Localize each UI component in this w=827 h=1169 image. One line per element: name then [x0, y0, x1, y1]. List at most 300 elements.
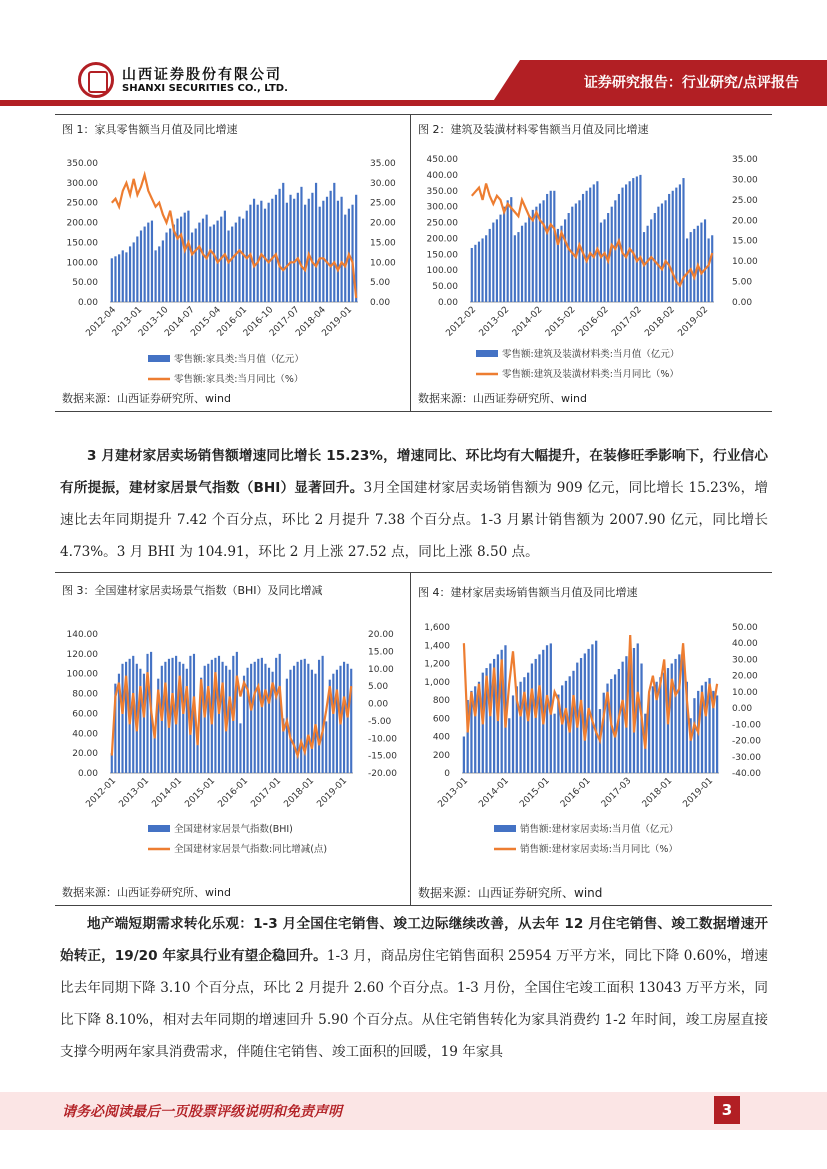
left-axis-tick: 1,200: [424, 659, 450, 670]
right-axis-tick: 30.00: [732, 175, 758, 186]
bar: [195, 229, 197, 302]
left-axis-tick: 150.00: [66, 238, 98, 249]
bar: [275, 658, 277, 773]
bar: [322, 201, 324, 302]
left-axis-tick: 60.00: [72, 709, 98, 720]
right-axis-tick: 30.00: [370, 178, 396, 189]
bar: [300, 187, 302, 302]
bar: [125, 252, 127, 302]
right-axis-tick: 0.00: [732, 298, 753, 308]
bar: [275, 195, 277, 302]
figure-1-source: 数据来源：山西证券研究所、wind: [62, 392, 232, 405]
bar: [674, 659, 676, 773]
legend-line-label: 零售额:建筑及装潢材料类:当月同比（%）: [502, 369, 679, 380]
left-axis-tick: 400.00: [426, 170, 458, 181]
x-tick-label: 2019-01: [315, 776, 350, 810]
bar: [187, 211, 189, 302]
bar: [213, 225, 215, 302]
bar: [618, 194, 620, 302]
right-axis-tick: -20.00: [732, 736, 762, 747]
bar: [485, 235, 487, 302]
bar: [322, 656, 324, 773]
page-number: 3: [714, 1096, 740, 1124]
bar: [351, 205, 353, 302]
left-axis-tick: 100.00: [426, 266, 458, 277]
bar: [238, 217, 240, 302]
bar: [242, 219, 244, 302]
bar: [227, 231, 229, 302]
right-axis-tick: 10.00: [368, 664, 394, 675]
bar: [664, 200, 666, 302]
bar: [693, 229, 695, 302]
bar: [118, 254, 120, 302]
right-axis-tick: 5.00: [370, 278, 391, 289]
bar: [542, 200, 544, 302]
bar: [184, 213, 186, 302]
bar: [657, 207, 659, 302]
bar: [253, 199, 255, 302]
x-tick-label: 2014-07: [163, 305, 197, 339]
bar: [519, 682, 521, 773]
bar: [550, 191, 552, 302]
left-axis-tick: 0.00: [77, 769, 98, 779]
left-axis-tick: 450.00: [426, 155, 458, 165]
bar: [218, 656, 220, 773]
bar: [147, 223, 149, 302]
bar: [340, 197, 342, 302]
bar: [508, 718, 510, 773]
x-tick-label: 2016-02: [577, 305, 611, 339]
bar: [176, 219, 178, 302]
x-tick-label: 2018-02: [643, 305, 677, 339]
right-axis-tick: 25.00: [732, 195, 758, 206]
bar: [639, 175, 641, 302]
bar: [257, 659, 259, 773]
bar: [531, 664, 533, 774]
figure-4-chart: [414, 615, 769, 870]
bar: [525, 223, 527, 302]
x-tick-label: 2013-10: [136, 305, 171, 339]
bar: [561, 685, 563, 773]
bar: [471, 248, 473, 302]
bar: [326, 197, 328, 302]
bar: [171, 658, 173, 773]
bar: [510, 197, 512, 302]
bar: [158, 246, 160, 302]
bar: [297, 193, 299, 302]
bar: [289, 670, 291, 773]
paragraph-real-estate-lead: 地产端短期需求转化乐观：1-3 月全国住宅销售、竣工边际继续改善，从去年 12 月住宅销售、竣工数据增速开始转正，19/20 年家具行业有望企稳回升。: [60, 916, 768, 964]
left-axis-tick: 300.00: [66, 178, 98, 189]
bar: [311, 670, 313, 773]
company-name-cn: 山西证券股份有限公司: [122, 67, 282, 83]
bar: [151, 221, 153, 302]
bar: [289, 195, 291, 302]
bar: [564, 219, 566, 302]
bar: [315, 183, 317, 302]
x-tick-label: 2012-04: [84, 305, 119, 339]
bar: [286, 203, 288, 302]
paragraph-bhi-lead: 3 月建材家居卖场销售额增速同比增长 15.23%，增速同比、环比均有大幅提升，在装修旺季影响下，行业信心有所提振，建材家居景气指数（BHI）显著回升。: [60, 448, 768, 496]
bar: [595, 641, 597, 773]
right-axis-tick: 35.00: [370, 159, 396, 169]
bar: [333, 183, 335, 302]
left-axis-tick: 40.00: [72, 729, 98, 740]
bar: [632, 178, 634, 302]
bar: [186, 669, 188, 773]
figure-3-title: 图 3：全国建材家居卖场景气指数（BHI）及同比增减: [62, 584, 323, 597]
right-axis-tick: 20.00: [370, 218, 396, 229]
bar: [478, 242, 480, 302]
bar: [591, 644, 593, 773]
bar: [139, 669, 141, 773]
left-axis-tick: 50.00: [432, 282, 458, 293]
bar: [589, 188, 591, 302]
bar: [264, 664, 266, 773]
bar: [330, 191, 332, 302]
bar: [191, 233, 193, 303]
left-axis-tick: 1,600: [424, 623, 450, 633]
bar: [672, 191, 674, 302]
right-axis-tick: -10.00: [732, 720, 762, 731]
x-tick-label: 2014-02: [510, 305, 545, 339]
bar: [143, 674, 145, 773]
bar: [121, 664, 123, 773]
bar: [629, 181, 631, 302]
panel-divider: [410, 572, 411, 905]
left-axis-tick: 1,000: [424, 677, 450, 688]
left-axis-tick: 20.00: [72, 749, 98, 760]
right-axis-tick: 15.00: [368, 647, 394, 658]
bar: [198, 223, 200, 302]
left-axis-tick: 600: [432, 714, 450, 725]
left-axis-tick: 200.00: [66, 218, 98, 229]
figure-3-source: 数据来源：山西证券研究所、wind: [62, 886, 232, 899]
bar: [521, 226, 523, 302]
bar: [652, 686, 654, 773]
bar: [716, 695, 718, 773]
bar: [661, 203, 663, 302]
left-axis-tick: 120.00: [66, 649, 98, 660]
bar: [282, 183, 284, 302]
bar: [517, 232, 519, 302]
left-axis-tick: 0.00: [77, 298, 98, 308]
right-axis-tick: 5.00: [368, 682, 389, 693]
right-axis-tick: -40.00: [732, 769, 762, 779]
bar: [705, 682, 707, 773]
bar: [136, 236, 138, 302]
bar: [162, 240, 164, 302]
bar: [293, 666, 295, 773]
company-logo-icon: [78, 62, 114, 98]
left-axis-tick: 100.00: [66, 669, 98, 680]
bar: [221, 662, 223, 773]
figure-4-source: 数据来源：山西证券研究所、wind: [418, 886, 603, 900]
bar: [257, 205, 259, 302]
right-axis-tick: 15.00: [732, 236, 758, 247]
right-axis-tick: -10.00: [368, 734, 398, 745]
right-axis-tick: 5.00: [732, 277, 753, 288]
figure-2-chart: [414, 145, 769, 385]
x-tick-label: 2016-01: [216, 776, 251, 810]
legend-bar-swatch: [148, 825, 170, 832]
bar: [535, 207, 537, 302]
bar: [337, 201, 339, 302]
bar: [261, 658, 263, 773]
bar: [650, 219, 652, 302]
bar: [527, 673, 529, 773]
bar: [489, 664, 491, 774]
bar: [304, 659, 306, 773]
x-tick-label: 2013-01: [110, 305, 145, 339]
legend-bar-swatch: [476, 350, 498, 357]
bar: [343, 662, 345, 773]
bar: [209, 227, 211, 302]
right-axis-tick: 20.00: [368, 630, 394, 640]
bar: [264, 209, 266, 302]
bar: [546, 194, 548, 302]
legend-bar-label: 全国建材家居景气指数(BHI): [174, 824, 293, 835]
x-tick-label: 2018-01: [282, 776, 317, 810]
bar: [503, 207, 505, 302]
bar: [165, 233, 167, 303]
right-axis-tick: -30.00: [732, 752, 762, 763]
right-axis-tick: 10.00: [732, 257, 758, 268]
left-axis-tick: 350.00: [66, 159, 98, 169]
bar: [319, 207, 321, 302]
bar: [507, 200, 509, 302]
bar: [122, 250, 124, 302]
x-tick-label: 2019-01: [681, 776, 716, 810]
x-tick-label: 2017-03: [599, 776, 634, 810]
bar: [202, 219, 204, 302]
bar: [700, 223, 702, 302]
x-tick-label: 2017-02: [610, 305, 644, 339]
right-axis-tick: 0.00: [370, 298, 391, 308]
bar: [140, 231, 142, 302]
bar: [704, 219, 706, 302]
bar: [708, 238, 710, 302]
figure-4-title: 图 4：建材家居卖场销售额当月值及同比增速: [418, 586, 638, 599]
bar: [584, 653, 586, 773]
bar: [523, 677, 525, 773]
bar: [111, 258, 113, 302]
bar: [693, 698, 695, 773]
bar: [204, 666, 206, 773]
left-axis-tick: 300.00: [426, 202, 458, 213]
left-axis-tick: 80.00: [72, 689, 98, 700]
x-tick-label: 2016-10: [241, 305, 276, 339]
left-axis-tick: 400: [432, 732, 450, 743]
bar: [711, 235, 713, 302]
bar: [492, 223, 494, 302]
bar: [332, 674, 334, 773]
bar: [474, 686, 476, 773]
panel-divider: [410, 114, 411, 411]
bar: [614, 674, 616, 773]
header-divider: [0, 100, 827, 106]
left-axis-tick: 350.00: [426, 186, 458, 197]
bar: [129, 246, 131, 302]
bar: [600, 223, 602, 302]
legend-line-label: 销售额:建材家居卖场:当月同比（%）: [520, 844, 678, 855]
legend-bar-swatch: [494, 825, 516, 832]
legend-bar-label: 零售额:建筑及装潢材料类:当月值（亿元）: [502, 349, 680, 360]
x-tick-label: 2015-01: [518, 776, 552, 810]
bar: [247, 668, 249, 773]
legend-line-label: 全国建材家居景气指数:同比增减(点): [174, 844, 328, 855]
bar: [146, 654, 148, 773]
bar: [344, 215, 346, 302]
bar: [528, 216, 530, 302]
bar: [586, 191, 588, 302]
bar: [268, 668, 270, 773]
right-axis-tick: 20.00: [732, 671, 758, 682]
bar: [621, 662, 623, 773]
right-axis-tick: 0.00: [368, 699, 389, 710]
bar: [180, 217, 182, 302]
right-axis-tick: 50.00: [732, 623, 758, 633]
bar: [565, 681, 567, 773]
bar: [154, 733, 156, 773]
bar: [182, 664, 184, 773]
bar: [593, 184, 595, 302]
left-axis-tick: 200.00: [426, 234, 458, 245]
bar: [260, 201, 262, 302]
bar: [603, 219, 605, 302]
x-tick-label: 2016-01: [558, 776, 593, 810]
bar: [474, 245, 476, 302]
bar: [682, 178, 684, 302]
x-tick-label: 2018-04: [294, 305, 328, 339]
bar: [553, 714, 555, 773]
bar: [231, 227, 233, 302]
bar: [625, 184, 627, 302]
disclaimer-link[interactable]: 请务必阅读最后一页股票评级说明和免责声明: [62, 1104, 342, 1120]
x-tick-label: 2012-01: [84, 776, 119, 810]
bar: [250, 664, 252, 773]
left-axis-tick: 0.00: [437, 298, 458, 308]
bar: [654, 213, 656, 302]
x-tick-label: 2018-01: [640, 776, 675, 810]
bar: [514, 235, 516, 302]
bar: [347, 664, 349, 773]
bar: [133, 242, 135, 302]
bar: [114, 256, 116, 302]
bar: [463, 737, 465, 774]
bar: [636, 176, 638, 302]
bar: [668, 194, 670, 302]
bar: [144, 227, 146, 302]
bar: [278, 189, 280, 302]
legend-bar-label: 零售额:家具类:当月值（亿元）: [174, 354, 304, 365]
legend-line-label: 零售额:家具类:当月同比（%）: [174, 374, 304, 385]
left-axis-tick: 100.00: [66, 258, 98, 269]
bar: [350, 669, 352, 773]
right-axis-tick: 25.00: [370, 198, 396, 209]
bar: [132, 656, 134, 773]
bar: [532, 210, 534, 302]
x-tick-label: 2013-02: [477, 305, 512, 339]
left-axis-tick: 800: [432, 696, 450, 706]
right-axis-tick: 10.00: [370, 258, 396, 269]
left-axis-tick: 0: [444, 769, 450, 779]
right-axis-tick: 40.00: [732, 639, 758, 650]
bar: [686, 238, 688, 302]
bar: [268, 203, 270, 302]
right-axis-tick: 20.00: [732, 216, 758, 227]
bar: [481, 238, 483, 302]
bar: [254, 662, 256, 773]
bar: [239, 723, 241, 773]
paragraph-bhi-body: 3月全国建材家居卖场销售额为 909 亿元，同比增长 15.23%，增速比去年同期提升 7.42 个百分点，环比 2 月提升 7.38 个百分点。1-3 月累计销售额为 2007.90 亿元，同比增长 4.73%。3 月 BHI 为 104.91，环比 2 月上涨 27.52 点，同比上涨 8.50 点。: [60, 480, 768, 560]
right-axis-tick: -5.00: [368, 716, 392, 727]
right-axis-tick: 0.00: [732, 704, 753, 715]
bar: [496, 219, 498, 302]
bar: [675, 188, 677, 302]
bar: [236, 652, 238, 773]
bar: [154, 250, 156, 302]
bar: [614, 200, 616, 302]
bar: [582, 194, 584, 302]
bar: [235, 223, 237, 302]
figure-2-source: 数据来源：山西证券研究所、wind: [418, 392, 588, 405]
x-tick-label: 2015-01: [183, 776, 218, 810]
bar: [499, 215, 501, 302]
bar: [325, 721, 327, 773]
right-axis-tick: -15.00: [368, 751, 398, 762]
bar: [568, 213, 570, 302]
bar: [279, 654, 281, 773]
x-tick-label: 2017-01: [249, 776, 284, 810]
bar: [229, 670, 231, 773]
right-axis-tick: 30.00: [732, 655, 758, 666]
company-name-en: SHANXI SECURITIES CO., LTD.: [122, 83, 288, 94]
left-axis-tick: 1,400: [424, 641, 450, 652]
x-tick-label: 2014-01: [150, 776, 185, 810]
left-axis-tick: 50.00: [72, 278, 98, 289]
bar: [207, 664, 209, 773]
report-type: 证券研究报告：行业研究/点评报告: [583, 75, 799, 91]
figure-1-chart: [58, 145, 408, 385]
bar: [307, 664, 309, 773]
x-tick-label: 2014-01: [477, 776, 511, 810]
right-axis-tick: -20.00: [368, 769, 398, 779]
bar: [538, 654, 540, 773]
x-tick-label: 2012-02: [444, 305, 479, 339]
bar: [318, 660, 320, 773]
x-tick-label: 2013-01: [117, 776, 152, 810]
bar: [111, 753, 113, 773]
left-axis-tick: 250.00: [426, 218, 458, 229]
bar: [596, 181, 598, 302]
bar: [304, 205, 306, 302]
x-tick-label: 2016-01: [215, 305, 250, 339]
bar: [243, 676, 245, 773]
bar: [300, 660, 302, 773]
paragraph-real-estate: [60, 908, 768, 1068]
bar: [489, 229, 491, 302]
page-header: [0, 0, 827, 105]
bar: [173, 225, 175, 302]
right-axis-tick: 35.00: [732, 155, 758, 165]
legend-bar-swatch: [148, 355, 170, 362]
paragraph-bhi: [60, 440, 768, 568]
figure-1-title: 图 1：家具零售额当月值及同比增速: [62, 123, 238, 136]
bar: [611, 207, 613, 302]
left-axis-tick: 250.00: [66, 198, 98, 209]
figure-3-chart: [58, 620, 408, 870]
